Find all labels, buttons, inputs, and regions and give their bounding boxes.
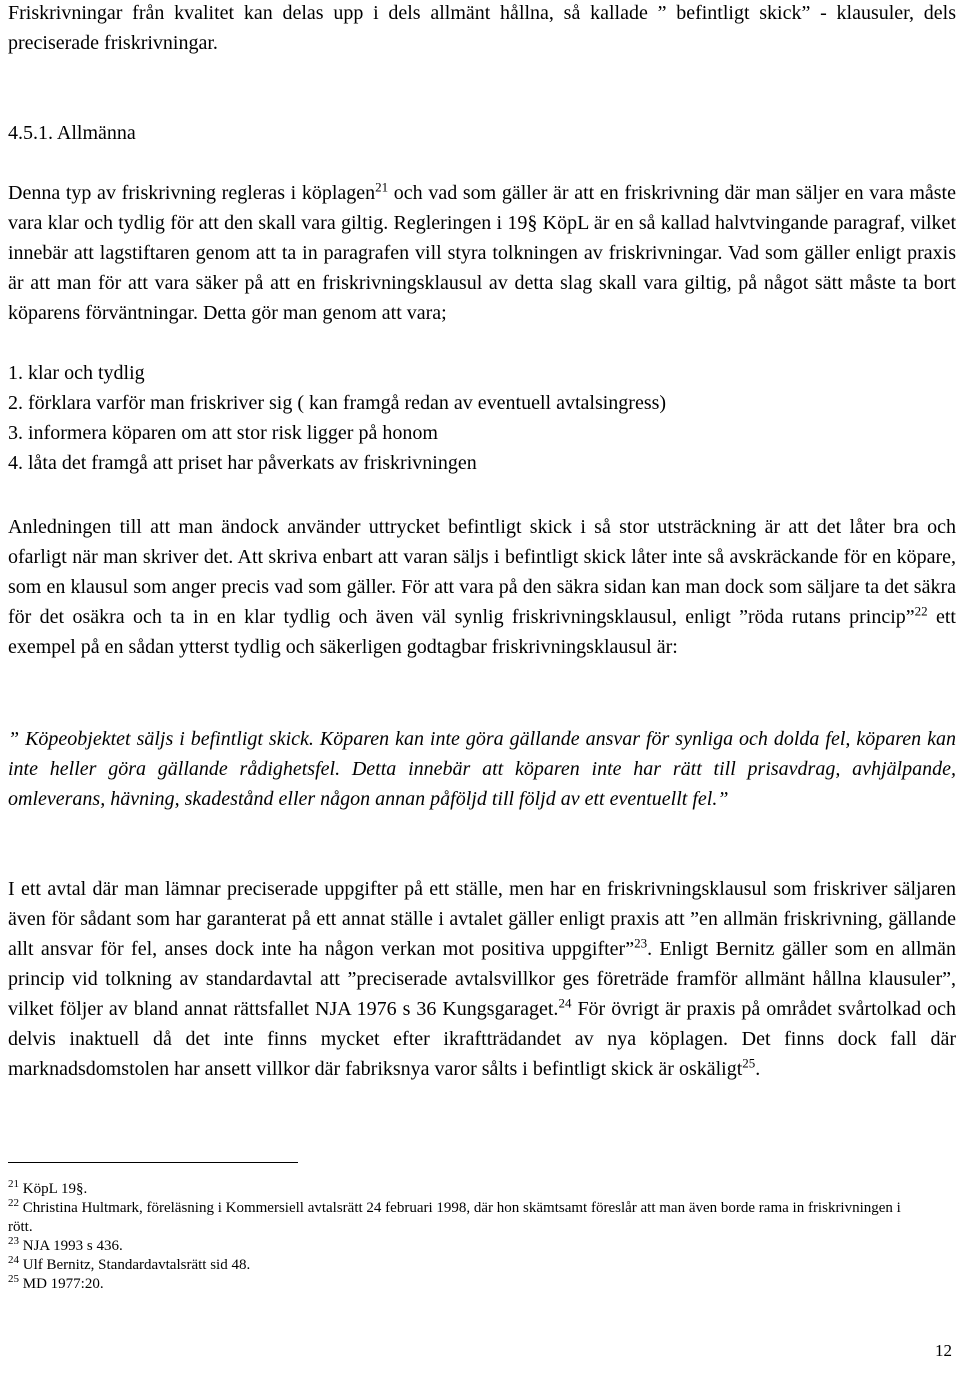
footnote (8, 1256, 918, 1275)
footnote-text: Ulf Bernitz, Standardavtalsrätt sid 48. (19, 1257, 251, 1273)
document-page (8, 0, 956, 1374)
footnote (8, 1180, 918, 1199)
example-clause-quote: ” Köpeobjektet säljs i befintligt skick. Köparen kan inte göra gällande ansvar för synliga och dolda fel, köparen kan inte heller göra gällande rådighetsfel. Detta innebär att köparen inte har rätt till prisavdrag, avhjälpande, omleverans, hävning, skadestånd eller någon annan påföljd till följd av ett eventuellt fel.” (8, 728, 956, 810)
footnote-text: MD 1977:20. (19, 1276, 104, 1292)
paragraph-text: För övrigt är praxis på området svårtolkad och delvis inaktuell då det inte finns mycket efter ikraftträdandet av nya köplagen. Det finns dock fall där marknadsdomstolen har ansett villkor där fabriksnya varor sålts i befintligt skick är oskäligt (8, 998, 957, 1080)
footnote-ref-22[interactable]: 22 (914, 603, 928, 619)
paragraph-text: I ett avtal där man lämnar preciserade uppgifter på ett ställe, men har en friskrivningsklausul som friskriver säljaren även för sådant som har garanterat på ett annat ställe i avtalet gäller enligt praxis att ”en allmän friskrivning, gällande allt ansvar för fel, anses dock inte ha någon verkan mot positiva uppgifter” (8, 878, 956, 960)
paragraph-text: . (755, 1058, 761, 1080)
list-item: 2. förklara varför man friskriver sig ( kan framgå redan av eventuell avtalsingress) (8, 392, 667, 414)
footnote-text: KöpL 19§. (19, 1181, 88, 1197)
footnote (8, 1199, 918, 1237)
footnote-number: 22 (8, 1197, 19, 1209)
section-heading: 4.5.1. Allmänna (8, 122, 136, 144)
footnotes (8, 1180, 918, 1294)
paragraph-text: Anledningen till att man ändock använder uttrycket befintligt skick i så stor utsträckning är att det låter bra och ofarligt när man skriver det. Att skriva enbart att varan säljs i befintligt skick låter inte så avskräckande för en köpare, som en klausul som anger precis vad som gäller. För att vara på den säkra sidan kan man dock som säljare ta det säkra för det osäkra och ta in en klar tydlig och även väl synlig friskrivningsklausul, enligt ”röda rutans princip” (8, 516, 956, 628)
footnote-number: 25 (8, 1273, 19, 1285)
paragraph-regulation (8, 178, 956, 328)
footnote (8, 1275, 918, 1294)
paragraph-text: ett exempel på en sådan ytterst tydlig och säkerligen godtagbar friskrivningsklausul är: (8, 606, 956, 658)
list-item: 4. låta det framgå att priset har påverkats av friskrivningen (8, 452, 477, 474)
paragraph-text: Denna typ av friskrivning regleras i köplagen (8, 182, 376, 204)
footnote-text: NJA 1993 s 436. (19, 1238, 123, 1254)
footnote-ref-24[interactable]: 24 (558, 995, 572, 1011)
paragraph-reason (8, 512, 956, 662)
requirements-list (8, 358, 956, 478)
footnote-text: Christina Hultmark, föreläsning i Kommersiell avtalsrätt 24 februari 1998, där hon skämtsamt föreslår att man även borde rama in friskrivningen i rött. (8, 1200, 901, 1235)
intro-paragraph: Friskrivningar från kvalitet kan delas upp i dels allmänt hållna, så kallade ” befintligt skick” - klausuler, dels preciserade friskrivningar. (8, 2, 956, 54)
footnote-separator (8, 1162, 298, 1163)
footnote-ref-23[interactable]: 23 (634, 935, 648, 951)
list-item: 3. informera köparen om att stor risk ligger på honom (8, 422, 438, 444)
paragraph-precise-terms (8, 874, 956, 1084)
footnote-ref-25[interactable]: 25 (742, 1055, 756, 1071)
paragraph-text: och vad som gäller är att en friskrivning där man säljer en vara måste vara klar och tydlig för att den skall vara giltig. Regleringen i 19§ KöpL är en så kallad halvtvingande paragraf, vilket innebär att lagstiftaren genom att ta in paragrafen vill styra tolkningen av friskrivningar. Vad som gäller enligt praxis är att man för att vara säker på att en friskrivningsklausul av detta slag skall vara giltig, på något sätt måste ta bort köparens förväntningar. Detta gör man genom att vara; (8, 182, 956, 324)
list-item: 1. klar och tydlig (8, 362, 145, 384)
footnote-number: 24 (8, 1254, 19, 1266)
footnote-ref-21[interactable]: 21 (375, 179, 389, 195)
footnote (8, 1237, 918, 1256)
page-number: 12 (935, 1341, 952, 1360)
paragraph-text: . Enligt Bernitz gäller som en allmän princip vid tolkning av standardavtal att ”preciserade avtalsvillkor ges företräde framför allmänt hållna klausuler”, vilket följer av bland annat rättsfallet NJA 1976 s 36 Kungsgaraget. (8, 938, 956, 1020)
footnote-number: 21 (8, 1178, 19, 1190)
footnote-number: 23 (8, 1235, 19, 1247)
